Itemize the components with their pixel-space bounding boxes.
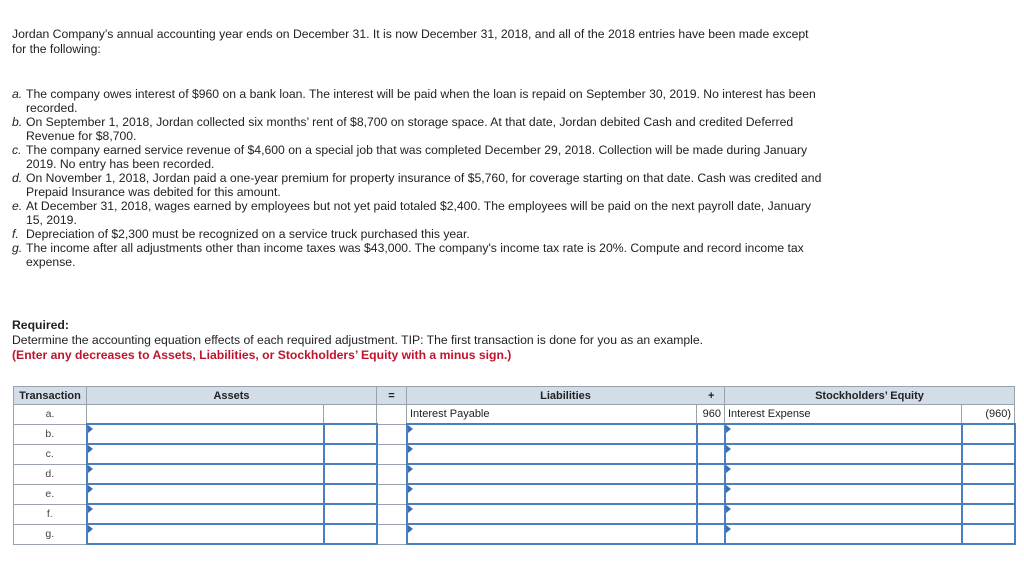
- liabilities-amount-input[interactable]: [697, 504, 725, 524]
- equals-cell: [377, 405, 407, 425]
- dropdown-marker-icon: [88, 485, 93, 493]
- assets-account-select[interactable]: [87, 444, 324, 464]
- assets-account-select[interactable]: [87, 524, 324, 544]
- transaction-cell: f.: [14, 504, 87, 524]
- dropdown-marker-icon: [408, 425, 413, 433]
- item-letter: e.: [12, 199, 23, 213]
- table-row: [14, 484, 1015, 504]
- liabilities-account-select[interactable]: [407, 424, 697, 444]
- dropdown-marker-icon: [408, 525, 413, 533]
- assets-amount-cell: [324, 405, 377, 425]
- equity-amount-input[interactable]: [962, 484, 1015, 504]
- liabilities-account-select[interactable]: [407, 484, 697, 504]
- accounting-equation-table: [13, 386, 1016, 545]
- equity-account-select[interactable]: [725, 464, 962, 484]
- list-item: [12, 171, 827, 199]
- assets-account-select[interactable]: [87, 504, 324, 524]
- item-text: The income after all adjustments other than income taxes was $43,000. The company's income tax rate is 20%. Compute and record income tax expense.: [26, 241, 804, 269]
- equals-cell: [377, 444, 407, 464]
- equity-account-select[interactable]: [725, 484, 962, 504]
- dropdown-marker-icon: [726, 425, 731, 433]
- liabilities-amount-input[interactable]: [697, 464, 725, 484]
- equity-account-select[interactable]: [725, 504, 962, 524]
- problem-intro: Jordan Company’s annual accounting year ends on December 31. It is now December 31, 2018, and all of the 2018 entries have been made except for the following:: [12, 27, 809, 56]
- transaction-cell: b.: [14, 424, 87, 444]
- dropdown-marker-icon: [88, 425, 93, 433]
- header-equity-label: Stockholders’ Equity: [815, 389, 924, 402]
- assets-amount-input[interactable]: [324, 504, 377, 524]
- equals-cell: [377, 524, 407, 544]
- header-equals: =: [377, 387, 407, 405]
- table-row: [14, 464, 1015, 484]
- equity-amount-input[interactable]: [962, 504, 1015, 524]
- liabilities-amount-input[interactable]: [697, 444, 725, 464]
- header-transaction: Transaction: [14, 387, 87, 405]
- dropdown-marker-icon: [726, 445, 731, 453]
- dropdown-marker-icon: [88, 525, 93, 533]
- assets-account-select[interactable]: [87, 464, 324, 484]
- assets-amount-input[interactable]: [324, 444, 377, 464]
- item-text: Depreciation of $2,300 must be recognized on a service truck purchased this year.: [26, 227, 470, 241]
- list-item: [12, 227, 827, 241]
- dropdown-marker-icon: [88, 465, 93, 473]
- header-assets: Assets: [87, 387, 377, 405]
- table-row: [14, 424, 1015, 444]
- equity-account-select[interactable]: [725, 424, 962, 444]
- item-letter: a.: [12, 87, 23, 101]
- liabilities-amount-input[interactable]: [697, 424, 725, 444]
- dropdown-marker-icon: [726, 465, 731, 473]
- dropdown-marker-icon: [408, 465, 413, 473]
- item-letter: g.: [12, 241, 23, 255]
- item-text: The company owes interest of $960 on a bank loan. The interest will be paid when the loan is repaid on September 30, 2019. No interest has been recorded.: [26, 87, 816, 115]
- table-row: [14, 524, 1015, 544]
- dropdown-marker-icon: [88, 445, 93, 453]
- header-equity: [708, 387, 1015, 405]
- required-title: Required:: [12, 318, 69, 332]
- required-section: [12, 318, 812, 363]
- transaction-cell: a.: [14, 405, 87, 425]
- equals-cell: [377, 484, 407, 504]
- table-header-row: [14, 387, 1015, 405]
- assets-account-select[interactable]: [87, 424, 324, 444]
- equity-account-cell: Interest Expense: [725, 405, 962, 425]
- liabilities-account-cell: Interest Payable: [407, 405, 697, 425]
- assets-account-cell: [87, 405, 324, 425]
- transaction-cell: c.: [14, 444, 87, 464]
- item-text: The company earned service revenue of $4,600 on a special job that was completed December 29, 2018. Collection will be made during January 2019. No entry has been recorded.: [26, 143, 808, 171]
- list-item: [12, 199, 827, 227]
- liabilities-account-select[interactable]: [407, 464, 697, 484]
- assets-amount-input[interactable]: [324, 464, 377, 484]
- liabilities-account-select[interactable]: [407, 504, 697, 524]
- transaction-cell: e.: [14, 484, 87, 504]
- equals-cell: [377, 504, 407, 524]
- equity-amount-input[interactable]: [962, 524, 1015, 544]
- dropdown-marker-icon: [88, 505, 93, 513]
- dropdown-marker-icon: [408, 445, 413, 453]
- transaction-cell: d.: [14, 464, 87, 484]
- required-note: (Enter any decreases to Assets, Liabilities, or Stockholders’ Equity with a minus sign.): [12, 348, 512, 362]
- item-text: At December 31, 2018, wages earned by employees but not yet paid totaled $2,400. The employees will be paid on the next payroll date, January 15, 2019.: [26, 199, 812, 227]
- header-plus: +: [708, 389, 715, 402]
- equals-cell: [377, 424, 407, 444]
- item-letter: f.: [12, 227, 19, 241]
- equity-account-select[interactable]: [725, 444, 962, 464]
- dropdown-marker-icon: [726, 505, 731, 513]
- equity-amount-input[interactable]: [962, 444, 1015, 464]
- liabilities-amount-input[interactable]: [697, 524, 725, 544]
- required-instructions: Determine the accounting equation effects of each required adjustment. TIP: The first transaction is done for you as an example.: [12, 333, 704, 347]
- dropdown-marker-icon: [726, 525, 731, 533]
- list-item: [12, 115, 827, 143]
- list-item: [12, 87, 827, 115]
- equity-amount-input[interactable]: [962, 424, 1015, 444]
- table-row: [14, 504, 1015, 524]
- assets-amount-input[interactable]: [324, 524, 377, 544]
- assets-account-select[interactable]: [87, 484, 324, 504]
- item-text: On September 1, 2018, Jordan collected six months’ rent of $8,700 on storage space. At that date, Jordan debited Cash and credited Deferred Revenue for $8,700.: [26, 115, 794, 143]
- list-item: [12, 241, 827, 269]
- equity-amount-cell: (960): [962, 405, 1015, 425]
- assets-amount-input[interactable]: [324, 484, 377, 504]
- item-text: On November 1, 2018, Jordan paid a one-year premium for property insurance of $5,760, for coverage starting on that date. Cash was credited and Prepaid Insurance was debited for this amount.: [26, 171, 822, 199]
- list-item: [12, 143, 827, 171]
- dropdown-marker-icon: [726, 485, 731, 493]
- assets-amount-input[interactable]: [324, 424, 377, 444]
- equity-account-select[interactable]: [725, 524, 962, 544]
- equity-amount-input[interactable]: [962, 464, 1015, 484]
- liabilities-account-select[interactable]: [407, 444, 697, 464]
- equals-cell: [377, 464, 407, 484]
- adjustment-list: [12, 87, 827, 269]
- dropdown-marker-icon: [408, 485, 413, 493]
- transaction-cell: g.: [14, 524, 87, 544]
- liabilities-amount-input[interactable]: [697, 484, 725, 504]
- dropdown-marker-icon: [408, 505, 413, 513]
- header-liabilities: Liabilities: [407, 387, 725, 405]
- item-letter: c.: [12, 143, 22, 157]
- liabilities-amount-cell: 960: [697, 405, 725, 425]
- liabilities-account-select[interactable]: [407, 524, 697, 544]
- table-row: [14, 405, 1015, 425]
- item-letter: b.: [12, 115, 23, 129]
- table-row: [14, 444, 1015, 464]
- item-letter: d.: [12, 171, 23, 185]
